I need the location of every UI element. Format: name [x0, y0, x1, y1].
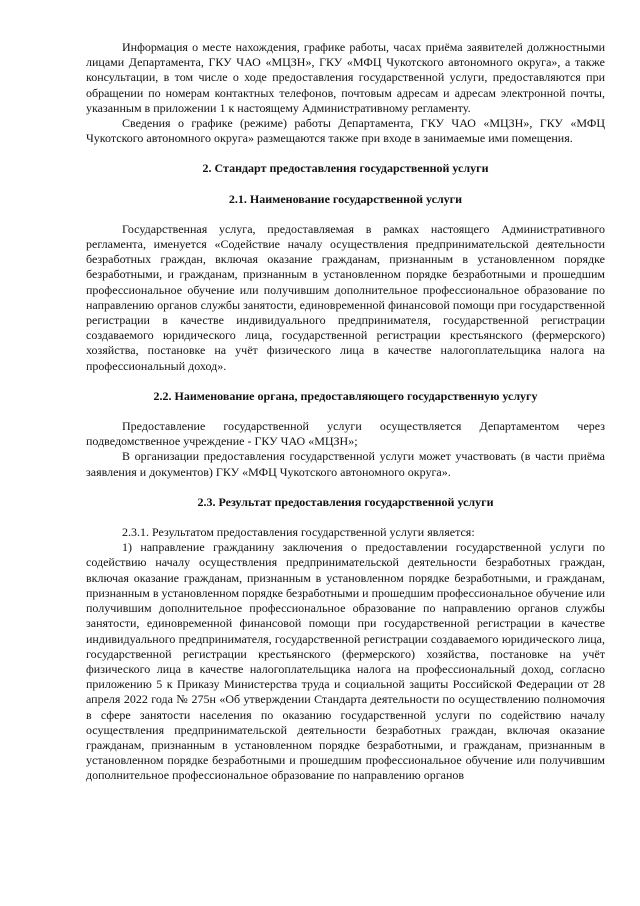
section-2-2-paragraph-1: Предоставление государственной услуги осуществляется Департаментом через подведомственное учреждение - ГКУ ЧАО «МЦЗН»;	[86, 419, 605, 449]
section-2-2-paragraph-2: В организации предоставления государственной услуги может участвовать (в части приёма заявления и документов) ГКУ «МФЦ Чукотского автономного округа».	[86, 449, 605, 479]
section-2-3-heading: 2.3. Результат предоставления государственной услуги	[197, 494, 494, 509]
section-2-1-paragraph: Государственная услуга, предоставляемая в рамках настоящего Административного регламента, именуется «Содействие началу осуществления предпринимательской деятельности безработных граждан, включая оказание гражданам, признанным в установленном порядке безработными, и гражданам, признанным в установленном порядке безработными и прошедшим профессиональное обучение или получившим дополнительное профессиональное образование по направлению органов службы занятости, единовременной финансовой помощи при государственной регистрации в качестве индивидуального предпринимателя, государственной регистрации создаваемого юридического лица, государственной регистрации крестьянского (фермерского) хозяйства, постановке на учёт физического лица в качестве налогоплательщика налога на профессиональный доход».	[86, 221, 605, 373]
section-2-2-heading: 2.2. Наименование органа, предоставляющего государственную услугу	[153, 388, 538, 403]
section-2-1-heading: 2.1. Наименование государственной услуги	[228, 191, 463, 206]
section-2-heading: 2. Стандарт предоставления государственной услуги	[202, 161, 489, 176]
section-2-3-paragraph-2: 1) направление гражданину заключения о предоставлении государственной услуги по содействию началу осуществления предпринимательской деятельности безработных граждан, включая оказание гражданам, признанным в установленном порядке безработными, и гражданам, признанным в установленном порядке безработными и прошедшим профессиональное обучение или получившим дополнительное профессиональное образование по направлению органов службы занятости, единовременной финансовой помощи при государственной регистрации в качестве индивидуального предпринимателя, государственной регистрации создаваемого юридического лица, государственной регистрации крестьянского (фермерского) хозяйства, постановке на учёт физического лица в качестве налогоплательщика налога на профессиональный доход, согласно приложению 5 к Приказу Министерства труда и социальной защиты Российской Федерации от 28 апреля 2022 года № 275н «Об утверждении Стандарта деятельности по осуществлению полномочия в сфере занятости населения по оказанию государственной услуги по содействию началу осуществления предпринимательской деятельности безработных граждан, включая оказание гражданам, признанным в установленном порядке безработными, и гражданам, признанным в установленном порядке безработными и прошедшим профессиональное обучение или получившим дополнительное профессиональное образование по направлению органов	[86, 540, 605, 783]
intro-paragraph-schedule: Сведения о графике (режиме) работы Департамента, ГКУ ЧАО «МЦЗН», ГКУ «МФЦ Чукотского автономного округа» размещаются также при входе в занимаемые ими помещения.	[86, 116, 605, 146]
section-2-3-paragraph-1: 2.3.1. Результатом предоставления государственной услуги является:	[122, 525, 475, 540]
intro-paragraph-contacts: Информация о месте нахождения, графике работы, часах приёма заявителей должностными лицами Департамента, ГКУ ЧАО «МЦЗН», ГКУ «МФЦ Чукотского автономного округа», а также консультации, в том числе о ходе предоставления государственной услуги, предоставляются при обращении по номерам контактных телефонов, почтовым адресам и адресам электронной почты, указанным в приложении 1 к настоящему Административному регламенту.	[86, 40, 605, 115]
